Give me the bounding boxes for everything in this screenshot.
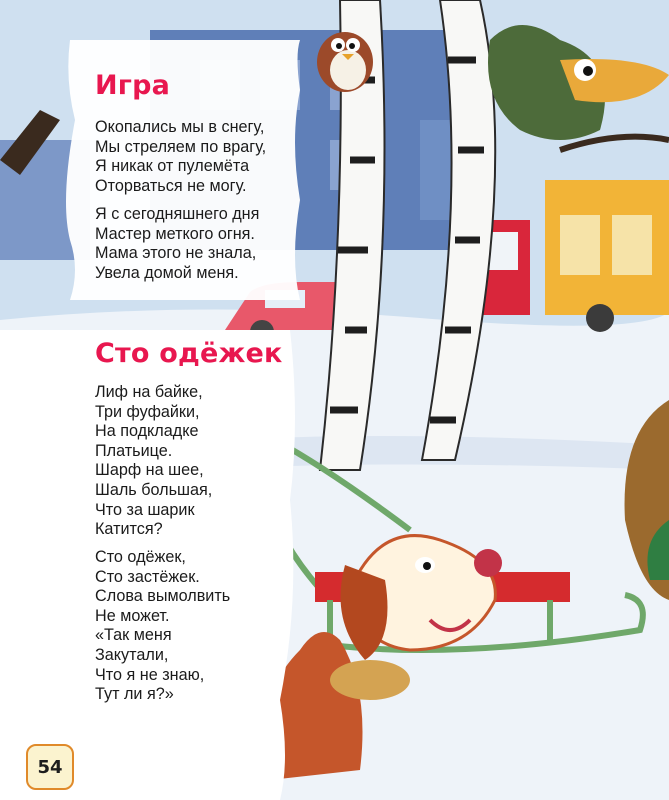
poem-line: Я с сегодняшнего дня [95,205,260,223]
poem-line: Платьице. [95,441,173,460]
poem-line: Что за шарик [95,500,195,519]
poem-line: Мы стреляем по врагу, [95,137,267,156]
poem-line: «Так меня [95,626,172,645]
poem-line: Сто одёжек, [95,548,186,566]
poem-line: Три фуфайки, [95,402,200,421]
poem-line: Оторваться не могу. [95,176,247,195]
poem-stanza [95,118,266,196]
poem-stanza [95,548,230,705]
poem-line: Не может. [95,606,170,625]
poem-title: Сто одёжек [95,338,283,369]
poem-title: Игра [95,70,171,101]
poem-line: Окопались мы в снегу, [95,118,265,136]
poem-line: Мастер меткого огня. [95,224,255,243]
poem-stanza [95,205,259,283]
poem-line: Катится? [95,520,163,539]
page-number: 54 [26,744,74,790]
poem-line: Слова вымолвить [95,587,231,606]
sparrow [317,32,373,92]
poem-line: Увела домой меня. [95,263,239,282]
poem-line: Лиф на байке, [95,383,203,401]
poem-line: Шарф на шее, [95,461,204,480]
poem-line: Тут ли я?» [95,685,174,704]
poem-stanza [95,383,212,540]
poem-line: Шаль большая, [95,480,213,499]
poem-line: Я никак от пулемёта [95,157,250,176]
poem-line: На подкладке [95,422,199,441]
poem-line: Что я не знаю, [95,665,205,684]
poem-line: Закутали, [95,645,169,664]
poem-line: Сто застёжек. [95,567,200,586]
poem-line: Мама этого не знала, [95,244,257,263]
